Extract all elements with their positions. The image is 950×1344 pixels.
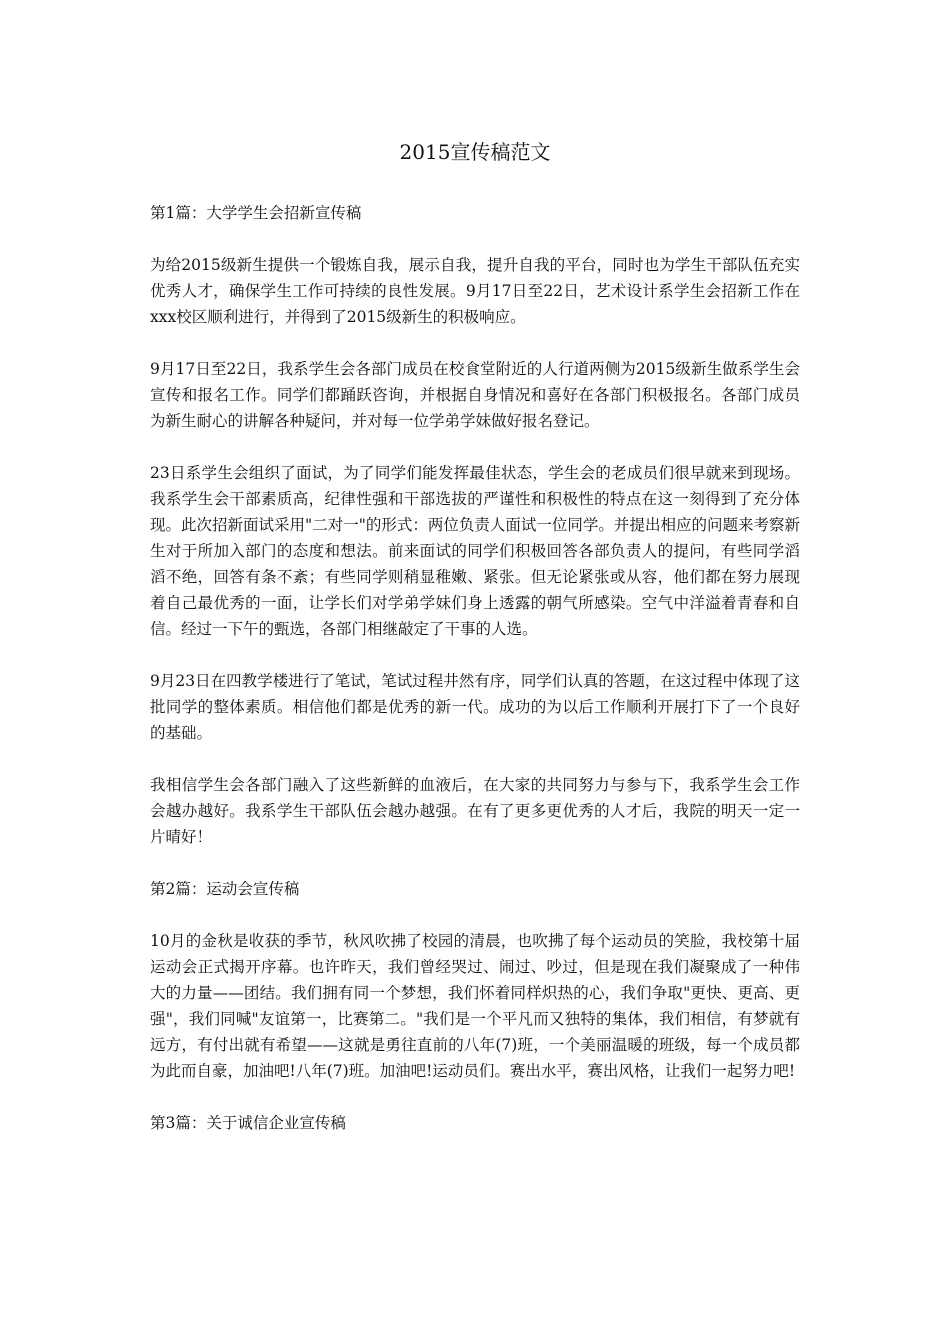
section-heading: 第1篇：大学学生会招新宣传稿: [150, 204, 362, 222]
section-heading: 第2篇：运动会宣传稿: [150, 880, 300, 898]
document-title: 2015宣传稿范文: [399, 140, 551, 164]
paragraph: 我相信学生会各部门融入了这些新鲜的血液后，在大家的共同努力与参与下，我系学生会工作会越办越好。我系学生干部队伍会越办越强。在有了更多更优秀的人才后，我院的明天一定一片晴好！: [150, 776, 800, 846]
paragraph: 为给2015级新生提供一个锻炼自我，展示自我，提升自我的平台，同时也为学生干部队伍充实优秀人才，确保学生工作可持续的良性发展。9月17日至22日，艺术设计系学生会招新工作在xxx校区顺利进行，并得到了2015级新生的积极响应。: [150, 256, 800, 326]
paragraph: 9月23日在四教学楼进行了笔试，笔试过程井然有序，同学们认真的答题，在这过程中体现了这批同学的整体素质。相信他们都是优秀的新一代。成功的为以后工作顺利开展打下了一个良好的基础。: [150, 672, 800, 742]
paragraph: 23日系学生会组织了面试，为了同学们能发挥最佳状态，学生会的老成员们很早就来到现场。我系学生会干部素质高，纪律性强和干部选拔的严谨性和积极性的特点在这一刻得到了充分体现。此次招新面试采用"二对一"的形式：两位负责人面试一位同学。并提出相应的问题来考察新生对于所加入部门的态度和想法。前来面试的同学们积极回答各部负责人的提问，有些同学滔滔不绝，回答有条不紊；有些同学则稍显稚嫩、紧张。但无论紧张或从容，他们都在努力展现着自己最优秀的一面，让学长们对学弟学妹们身上透露的朝气所感染。空气中洋溢着青春和自信。经过一下午的甄选，各部门相继敲定了干事的人选。: [150, 464, 800, 638]
section-heading: 第3篇：关于诚信企业宣传稿: [150, 1114, 346, 1132]
paragraph: 9月17日至22日，我系学生会各部门成员在校食堂附近的人行道两侧为2015级新生做系学生会宣传和报名工作。同学们都踊跃咨询，并根据自身情况和喜好在各部门积极报名。各部门成员为新生耐心的讲解各种疑问，并对每一位学弟学妹做好报名登记。: [150, 360, 800, 430]
paragraph: 10月的金秋是收获的季节，秋风吹拂了校园的清晨，也吹拂了每个运动员的笑脸，我校第十届运动会正式揭开序幕。也许昨天，我们曾经哭过、闹过、吵过，但是现在我们凝聚成了一种伟大的力量——团结。我们拥有同一个梦想，我们怀着同样炽热的心，我们争取"更快、更高、更强"，我们同喊"友谊第一，比赛第二。"我们是一个平凡而又独特的集体，我们相信，有梦就有远方，有付出就有希望——这就是勇往直前的八年(7)班，一个美丽温暖的班级，每一个成员都为此而自豪，加油吧!八年(7)班。加油吧!运动员们。赛出水平，赛出风格，让我们一起努力吧!: [150, 932, 800, 1080]
document-body: [150, 200, 800, 1162]
